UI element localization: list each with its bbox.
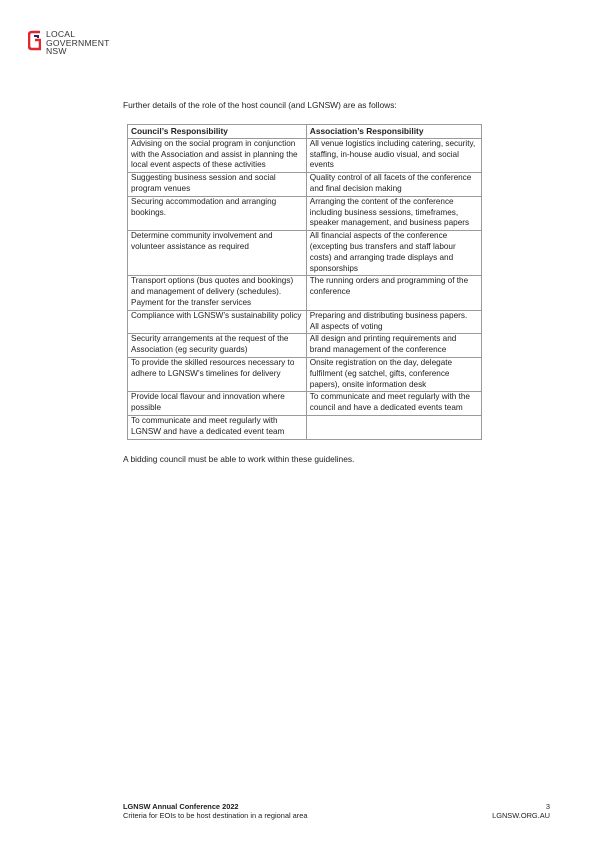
logo-wordmark	[46, 30, 110, 56]
page-number: 3	[545, 802, 550, 811]
association-cell: Quality control of all facets of the conference and final decision making	[306, 173, 481, 197]
council-column-header: Council’s Responsibility	[128, 125, 307, 139]
association-cell: Arranging the content of the conference including business sessions, timeframes, speaker management, and business papers	[306, 196, 481, 230]
council-cell: To communicate and meet regularly with LGNSW and have a dedicated event team	[128, 415, 307, 439]
lgnsw-logo	[28, 30, 110, 56]
table-row	[128, 357, 482, 391]
council-cell: Provide local flavour and innovation where possible	[128, 392, 307, 416]
footer-website: LGNSW.ORG.AU	[492, 811, 550, 821]
table-row	[128, 231, 482, 276]
table-row	[128, 334, 482, 358]
table-header-row	[128, 125, 482, 139]
council-cell: Advising on the social program in conjunction with the Association and assist in planning the local event aspects of these activities	[128, 138, 307, 172]
council-cell: Securing accommodation and arranging bookings.	[128, 196, 307, 230]
logo-line-2: GOVERNMENT	[46, 37, 110, 48]
table-row	[128, 392, 482, 416]
footer-subtitle: Criteria for EOIs to be host destination in a regional area	[123, 811, 308, 821]
footer-left	[123, 802, 307, 821]
intro-paragraph: Further details of the role of the host council (and LGNSW) are as follows:	[123, 100, 397, 110]
logo-line-3: NSW	[46, 46, 67, 57]
council-cell: Compliance with LGNSW’s sustainability policy	[128, 310, 307, 334]
table-row	[128, 173, 482, 197]
logo-line-1: LOCAL	[46, 29, 76, 39]
council-cell: Transport options (bus quotes and bookings) and management of delivery (schedules). Payment for the transfer services	[128, 276, 307, 310]
association-column-header: Association’s Responsibility	[306, 125, 481, 139]
responsibility-table	[127, 124, 482, 440]
association-cell: To communicate and meet regularly with the council and have a dedicated events team	[306, 392, 481, 416]
table-row	[128, 196, 482, 230]
table-row	[128, 276, 482, 310]
council-cell: Security arrangements at the request of the Association (eg security guards)	[128, 334, 307, 358]
table-row	[128, 310, 482, 334]
council-cell: Suggesting business session and social program venues	[128, 173, 307, 197]
association-cell: Preparing and distributing business papers. All aspects of voting	[306, 310, 481, 334]
association-cell: The running orders and programming of the conference	[306, 276, 481, 310]
footer-title: LGNSW Annual Conference 2022	[123, 802, 239, 811]
table-row	[128, 138, 482, 172]
association-cell: Onsite registration on the day, delegate fulfilment (eg satchel, gifts, conference papers), onsite information desk	[306, 357, 481, 391]
closing-paragraph: A bidding council must be able to work within these guidelines.	[123, 454, 355, 464]
association-cell: All venue logistics including catering, security, staffing, in-house audio visual, and social events	[306, 138, 481, 172]
footer-right	[492, 802, 550, 821]
lgnsw-logo-icon	[28, 30, 41, 51]
association-cell: All financial aspects of the conference (excepting bus transfers and staff labour costs) and arranging trade displays and sponsorships	[306, 231, 481, 276]
council-cell: To provide the skilled resources necessary to adhere to LGNSW’s timelines for delivery	[128, 357, 307, 391]
table-row	[128, 415, 482, 439]
association-cell: All design and printing requirements and brand management of the conference	[306, 334, 481, 358]
council-cell: Determine community involvement and volunteer assistance as required	[128, 231, 307, 276]
association-cell	[306, 415, 481, 439]
